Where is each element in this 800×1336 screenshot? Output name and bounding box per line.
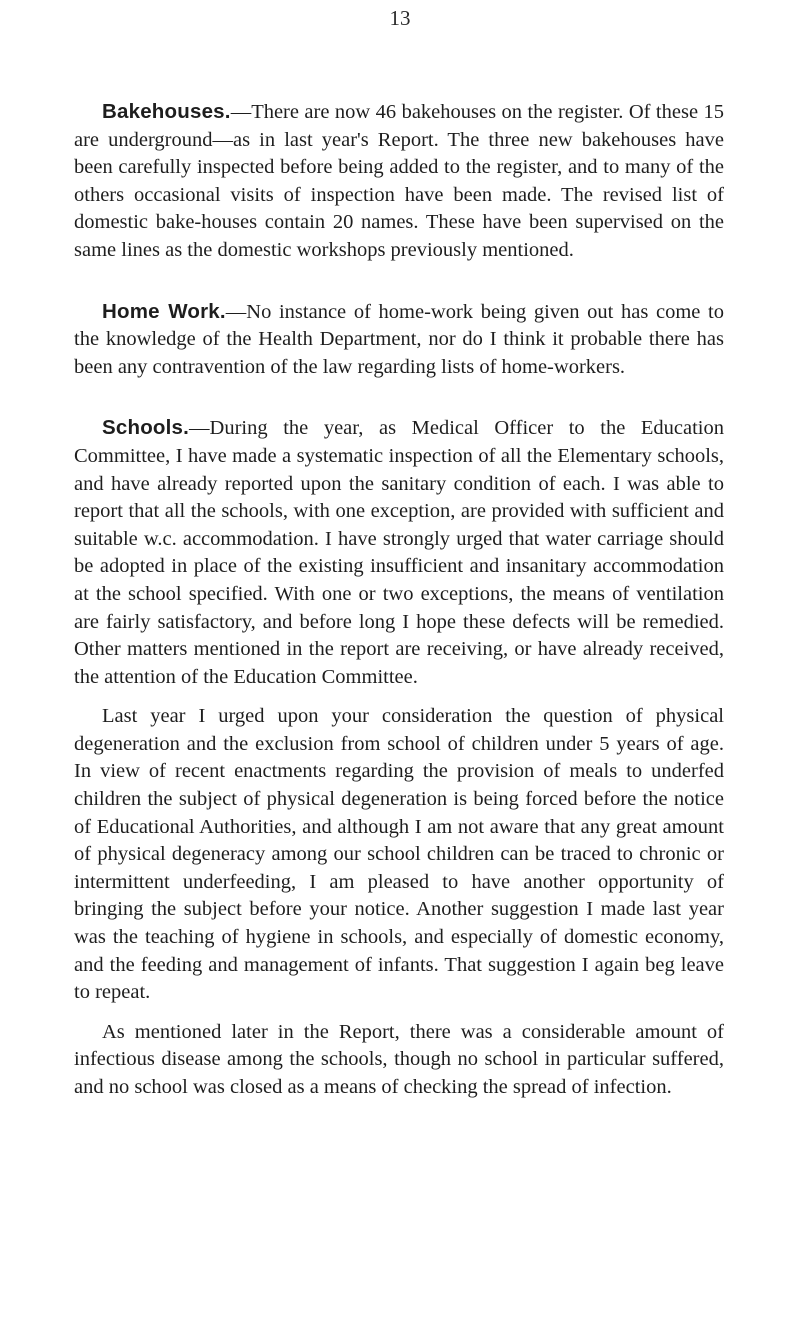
section-body: —No instance of home-work being given out has come to the knowledge of the Health Department, nor do I think it probable there has been any contravention of the law regarding lists of home-workers. [74,300,724,378]
paragraph-infectious-disease: As mentioned later in the Report, there was a considerable amount of infectious disease among the schools, though no school in particular suffered, and no school was closed as a means of checking the spread of infection. [74,1020,724,1098]
section-heading: Home Work. [102,299,226,323]
section-body: —There are now 46 bakehouses on the register. Of these 15 are underground—as in last year's Report. The three new bakehouses have been carefully inspected before being added to the register, and to many of the others occasional visits of inspection have been made. The revised list of domestic bake-houses contain 20 names. These have been supervised on the same lines as the domestic workshops previously mentioned. [74,101,724,261]
document-body [74,98,724,1102]
section-bakehouses [74,98,724,265]
page-number: 13 [389,6,411,30]
paragraph-physical-degeneration: Last year I urged upon your consideration the question of physical degeneration and the exclusion from school of children under 5 years of age. In view of recent enactments regarding the provision of meals to underfed children the subject of physical degeneration is being forced before the notice of Educational Authorities, and although I am not aware that any great amount of physical degeneracy among our school children can be traced to chronic or intermittent underfeeding, I am pleased to have another opportunity of bringing the subject before your notice. Another suggestion I made last year was the teaching of hygiene in schools, and especially of domestic economy, and the feeding and management of infants. That suggestion I again beg leave to repeat. [74,705,724,1004]
section-body: —During the year, as Medical Officer to the Education Committee, I have made a systematic inspection of all the Elementary schools, and have already reported upon the sanitary condition of each. I was able to report that all the schools, with one exception, are provided with sufficient and suitable w.c. accommodation. I have strongly urged that water carriage should be adopted in place of the existing insufficient and insanitary accommodation at the school specified. With one or two exceptions, the means of ventilation are fairly satisfactory, and before long I hope these defects will be remedied. Other matters mentioned in the report are receiving, or have already received, the attention of the Education Committee. [74,417,724,688]
section-home-work [74,298,724,382]
section-heading: Schools. [102,416,190,440]
section-schools [74,414,724,691]
section-heading: Bakehouses. [102,100,231,123]
